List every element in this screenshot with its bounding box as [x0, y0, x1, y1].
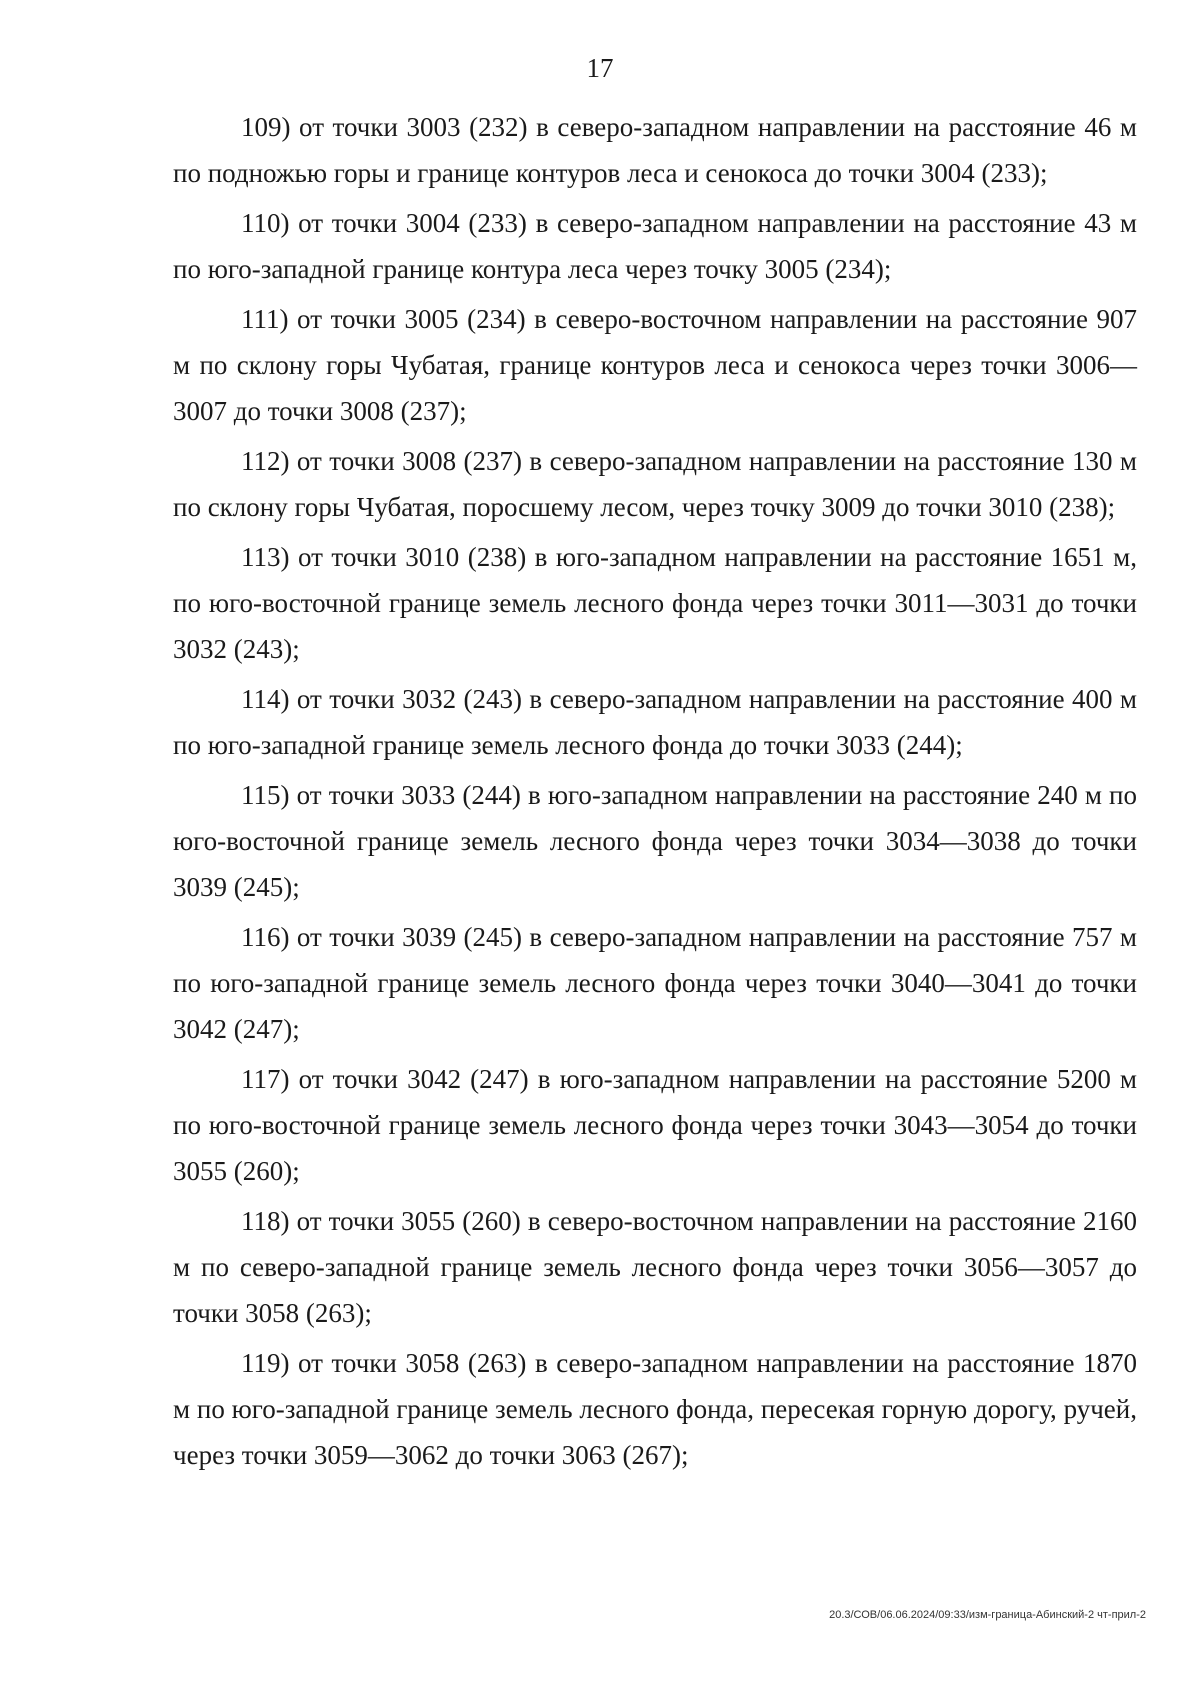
paragraph-111: 111) от точки 3005 (234) в северо-восточном направлении на расстояние 907 м по склону горы Чубатая, границе контуров леса и сенокоса через точки 3006—3007 до точки 3008 (237);	[173, 304, 1137, 426]
document-footer-code: 20.3/СОВ/06.06.2024/09:33/изм-граница-Абинский-2 чт-прил-2	[829, 1609, 1146, 1621]
paragraph-114: 114) от точки 3032 (243) в северо-западном направлении на расстояние 400 м по юго-западной границе земель лесного фонда до точки 3033 (244);	[173, 684, 1137, 760]
paragraph-110: 110) от точки 3004 (233) в северо-западном направлении на расстояние 43 м по юго-западной границе контура леса через точку 3005 (234);	[173, 208, 1137, 284]
page-number: 17	[586, 53, 614, 83]
paragraph-117: 117) от точки 3042 (247) в юго-западном направлении на расстояние 5200 м по юго-восточной границе земель лесного фонда через точки 3043—3054 до точки 3055 (260);	[173, 1064, 1137, 1186]
paragraph-109: 109) от точки 3003 (232) в северо-западном направлении на расстояние 46 м по подножью горы и границе контуров леса и сенокоса до точки 3004 (233);	[173, 112, 1137, 188]
paragraph-119: 119) от точки 3058 (263) в северо-западном направлении на расстояние 1870 м по юго-западной границе земель лесного фонда, пересекая горную дорогу, ручей, через точки 3059—3062 до точки 3063 (267);	[173, 1348, 1137, 1470]
paragraph-116: 116) от точки 3039 (245) в северо-западном направлении на расстояние 757 м по юго-западной границе земель лесного фонда через точки 3040—3041 до точки 3042 (247);	[173, 922, 1137, 1044]
document-body	[173, 104, 1137, 1482]
paragraph-112: 112) от точки 3008 (237) в северо-западном направлении на расстояние 130 м по склону горы Чубатая, поросшему лесом, через точку 3009 до точки 3010 (238);	[173, 446, 1137, 522]
paragraph-113: 113) от точки 3010 (238) в юго-западном направлении на расстояние 1651 м, по юго-восточной границе земель лесного фонда через точки 3011—3031 до точки 3032 (243);	[173, 542, 1137, 664]
paragraph-118: 118) от точки 3055 (260) в северо-восточном направлении на расстояние 2160 м по северо-западной границе земель лесного фонда через точки 3056—3057 до точки 3058 (263);	[173, 1206, 1137, 1328]
paragraph-115: 115) от точки 3033 (244) в юго-западном направлении на расстояние 240 м по юго-восточной границе земель лесного фонда через точки 3034—3038 до точки 3039 (245);	[173, 780, 1137, 902]
